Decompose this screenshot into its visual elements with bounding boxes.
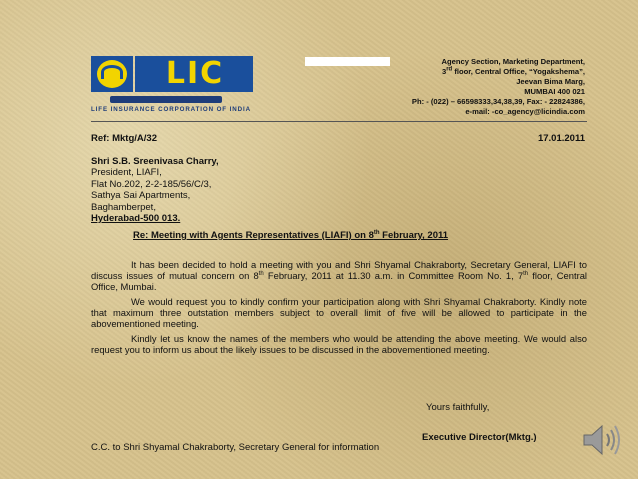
recipient-line: Flat No.202, 2-2-185/56/C/3, (91, 178, 212, 190)
recipient-line: Baghamberpet, (91, 201, 156, 213)
cc-line: C.C. to Shri Shyamal Chakraborty, Secretary General for information (91, 442, 380, 453)
address-line-3: Jeevan Bima Marg, (516, 77, 585, 86)
lic-logo (91, 56, 253, 92)
address-line-1: Agency Section, Marketing Department, (441, 57, 585, 66)
address-line-6: e-mail: -co_agency@licindia.com (465, 107, 585, 116)
body-paragraph-1: It has been decided to hold a meeting with you and Shri Shyamal Chakraborty, Secretary General, LIAFI to discuss issues of mutual concern on 8th February, 2011 at 11.30 a.m. in Committee Room No. 1, 7th floor, Central Office, Mumbai. (91, 259, 587, 293)
signer-title: Executive Director(Mktg.) (422, 432, 537, 443)
body-paragraph-3: Kindly let us know the names of the members who would be attending the above meeting. We would also request you to inform us about the likely issues to be discussed in the abovementioned meeting. (91, 333, 587, 356)
body-paragraph-2: We would request you to kindly confirm your participation along with Shri Shyamal Chakraborty. Kindly note that maximum three outstation members subject to overall limit of five will be allowed to participate in the abovementioned meeting. (91, 296, 587, 330)
recipient-city: Hyderabad-500 013. (91, 213, 181, 225)
closing-salutation: Yours faithfully, (426, 402, 490, 413)
letter-date: 17.01.2011 (537, 133, 585, 144)
lic-emblem-icon (91, 56, 133, 92)
recipient-line: President, LIAFI, (91, 167, 162, 179)
recipient-line: Sathya Sai Apartments, (91, 190, 191, 202)
hindi-name-strip (110, 96, 222, 103)
address-line-2: 3rd floor, Central Office, “Yogakshema”, (441, 66, 585, 76)
address-line-5: Ph: - (022) – 66598333,34,38,39, Fax: - 22824386, (411, 97, 585, 106)
corporation-name: LIFE INSURANCE CORPORATION OF INDIA (91, 106, 251, 113)
recipient-name: Shri S.B. Sreenivasa Charry, (91, 156, 219, 167)
reference-number: Ref: Mktg/A/32 (91, 133, 157, 144)
address-line-4: MUMBAI 400 021 (524, 87, 585, 96)
subject-line: Re: Meeting with Agents Representatives (LIAFI) on 8th February, 2011 (133, 229, 449, 241)
logo-text: LIC (165, 56, 225, 91)
recipient-block (91, 156, 219, 224)
header-divider (91, 121, 587, 122)
speaker-icon[interactable] (580, 420, 625, 460)
